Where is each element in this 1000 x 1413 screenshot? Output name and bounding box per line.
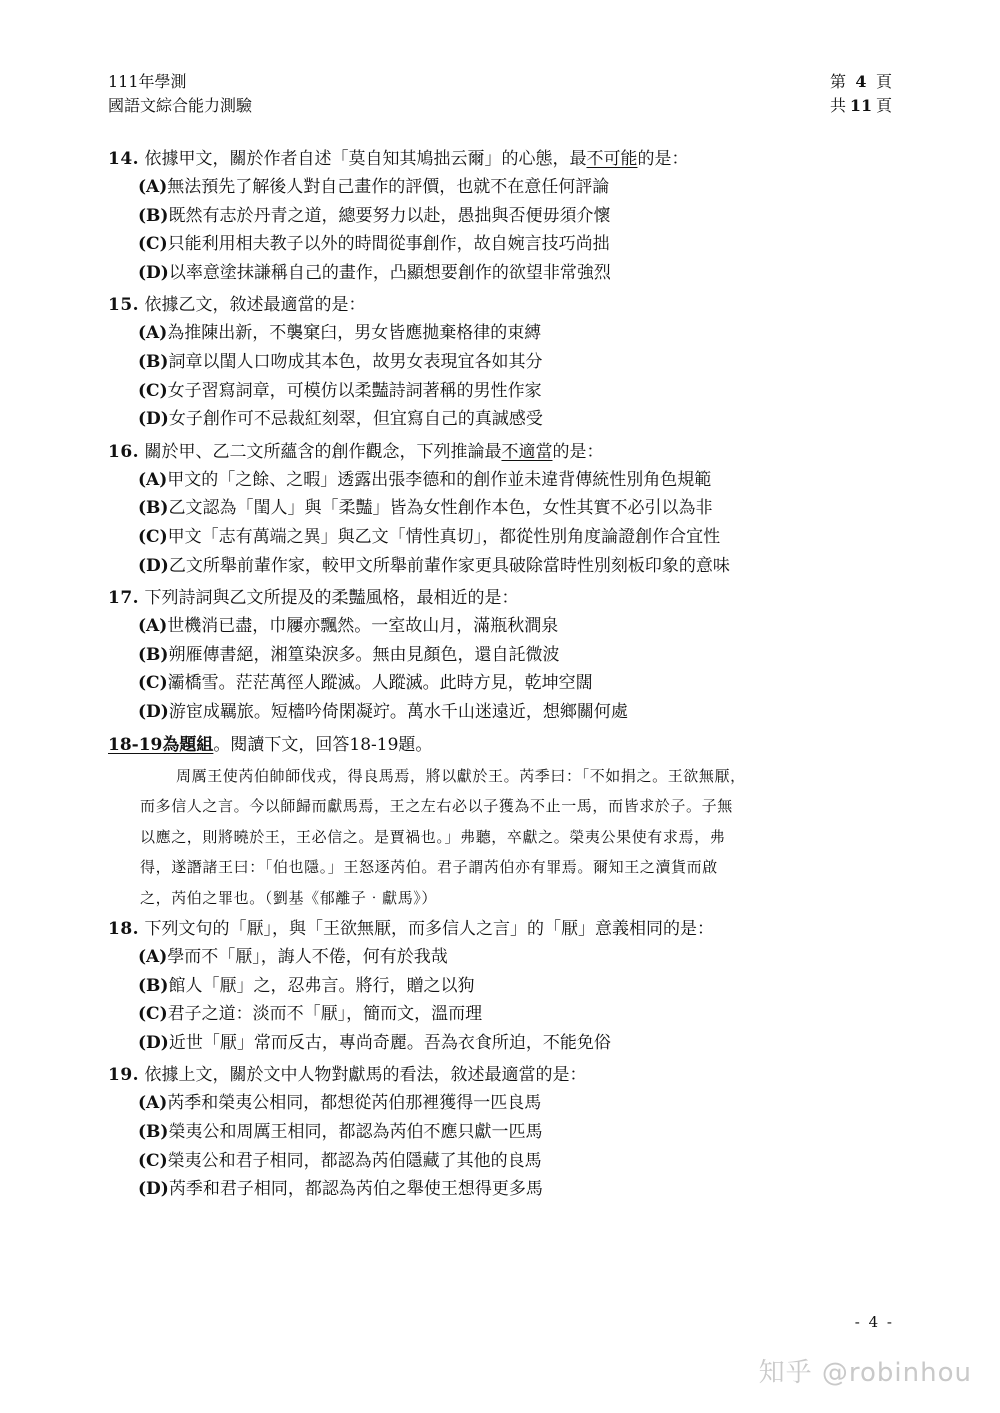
- option-b: [108, 972, 898, 1001]
- option-text: 為推陳出新，不襲窠臼，男女皆應拋棄格律的束縛: [167, 323, 542, 344]
- option-text: 學而不「厭」，誨人不倦，何有於我哉: [167, 947, 448, 967]
- passage-line: 得，遂譖諸王曰：「伯也隱。」王怒逐芮伯。君子謂芮伯亦有罪焉。爾知王之瀆貨而啟: [140, 858, 718, 876]
- question-number: 18.: [108, 919, 140, 939]
- option-label: (C): [138, 1004, 168, 1025]
- question-stem: 19. 依據上文，關於文中人物對獻馬的看法，敘述最適當的是：: [108, 1065, 587, 1086]
- option-c: [108, 377, 898, 406]
- option-a: [108, 319, 898, 348]
- option-text: 詞章以閨人口吻成其本色，故男女表現宜各如其分: [168, 351, 543, 372]
- option-d: [108, 405, 898, 434]
- question-number: 16.: [108, 441, 140, 462]
- question-group-label: 18-19為題組: [108, 734, 214, 755]
- option-text: 芮季和榮夷公相同，都想從芮伯那裡獲得一匹良馬: [167, 1093, 542, 1114]
- option-text: 既然有志於丹青之道，總要努力以赴，愚拙與否便毋須介懷: [168, 205, 611, 226]
- option-label: (D): [138, 409, 169, 430]
- passage-line: 而多信人之言。今以師歸而獻馬焉，王之左右必以子獲為不止一馬，而皆求於子。子無: [140, 797, 733, 815]
- question-number: 19.: [108, 1065, 140, 1086]
- question-19: [108, 1061, 898, 1203]
- option-text: 世機消已盡，巾屨亦飄然。一室故山月，滿瓶秋澗泉: [167, 616, 559, 637]
- question-17: [108, 584, 898, 726]
- option-text: 乙文認為「閨人」與「柔豔」皆為女性創作本色，女性其實不必引以為非: [168, 498, 713, 519]
- option-label: (B): [138, 498, 169, 519]
- option-label: (C): [138, 526, 168, 547]
- option-b: [108, 641, 898, 670]
- questions-body: [108, 145, 898, 1208]
- option-text: 榮夷公和君子相同，都認為芮伯隱藏了其他的良馬: [167, 1150, 542, 1171]
- option-text: 甲文「志有萬端之異」與乙文「情性真切」，都從性別角度論證創作合宜性: [167, 526, 721, 547]
- option-d: [108, 1029, 898, 1058]
- option-text: 只能利用相夫教子以外的時間從事創作，故自婉言技巧尚拙: [167, 234, 610, 255]
- option-text: 女子創作可不忌裁紅刻翠，但宜寫自己的真誠感受: [168, 409, 543, 430]
- option-label: (C): [138, 1150, 168, 1171]
- option-label: (B): [138, 351, 169, 372]
- question-15: [108, 291, 898, 433]
- option-b: [108, 348, 898, 377]
- page-footer-number: - 4 -: [854, 1313, 894, 1331]
- option-a: [108, 943, 898, 972]
- option-b: [108, 202, 898, 231]
- option-a: [108, 612, 898, 641]
- question-16: [108, 438, 898, 580]
- option-label: (A): [138, 947, 168, 967]
- option-text: 君子之道：淡而不「厭」，簡而文，溫而理: [167, 1004, 483, 1025]
- option-b: [108, 1118, 898, 1147]
- exam-subject-title: 國語文綜合能力測驗: [108, 96, 253, 115]
- option-label: (D): [138, 262, 169, 283]
- option-text: 灞橋雪。茫茫萬徑人蹤滅。人蹤滅。此時方見，乾坤空闊: [167, 673, 593, 694]
- passage-line: 周厲王使芮伯帥師伐戎，得良馬焉，將以獻於王。芮季曰：「不如捐之。王欲無厭，: [176, 766, 746, 785]
- option-text: 游宦成羈旅。短檣吟倚閑凝竚。萬水千山迷遠近，想鄉關何處: [168, 701, 628, 722]
- option-text: 無法預先了解後人對自己畫作的評價，也就不在意任何評論: [167, 177, 610, 197]
- option-label: (A): [138, 323, 168, 344]
- option-b: [108, 494, 898, 523]
- option-label: (A): [138, 469, 168, 490]
- option-d: [108, 1175, 898, 1204]
- option-label: (B): [138, 975, 169, 996]
- reading-passage: [108, 761, 898, 914]
- page-number: 4: [855, 72, 867, 91]
- underlined-keyword: 不可能: [586, 149, 638, 169]
- option-label: (A): [138, 177, 168, 197]
- option-label: (D): [138, 701, 169, 722]
- option-label: (B): [138, 644, 169, 665]
- option-text: 朔雁傳書絕，湘篁染淚多。無由見顏色，還自託微波: [168, 644, 560, 665]
- option-text: 館人「厭」之，忍弗言。將行，贈之以狗: [168, 975, 475, 996]
- option-label: (C): [138, 234, 168, 255]
- exam-year-title: 111年學測: [108, 72, 187, 91]
- option-text: 甲文的「之餘、之暇」透露出張李德和的創作並未違背傳統性別角色規範: [167, 469, 712, 490]
- option-text: 近世「厭」常而反古，專尚奇麗。吾為衣食所迫，不能免俗: [168, 1032, 611, 1053]
- option-c: [108, 1000, 898, 1029]
- option-label: (B): [138, 205, 169, 226]
- option-label: (D): [138, 1032, 169, 1053]
- option-c: [108, 230, 898, 259]
- question-stem: 15. 依據乙文，敘述最適當的是：: [108, 295, 366, 316]
- underlined-keyword: 不適當: [501, 441, 553, 462]
- question-stem: 18. 下列文句的「厭」，與「王欲無厭，而多信人之言」的「厭」意義相同的是：: [108, 919, 714, 939]
- option-label: (B): [138, 1121, 169, 1142]
- question-18: [108, 915, 898, 1057]
- question-number: 15.: [108, 295, 140, 316]
- option-text: 榮夷公和周厲王相同，都認為芮伯不應只獻一匹馬: [168, 1121, 543, 1142]
- option-label: (A): [138, 1093, 168, 1114]
- header-right: [830, 70, 892, 118]
- question-stem: 16. 關於甲、乙二文所蘊含的創作觀念，下列推論最不適當的是：: [108, 441, 604, 462]
- passage-line: 以應之，則將曉於王，王必信之。是賈禍也。」弗聽，卒獻之。榮夷公果使有求焉，弗: [140, 827, 726, 846]
- option-d: [108, 259, 898, 288]
- option-label: (D): [138, 555, 169, 576]
- option-c: [108, 669, 898, 698]
- option-text: 以率意塗抹謙稱自己的畫作，凸顯想要創作的欲望非常強烈: [168, 262, 611, 283]
- question-stem: 14. 依據甲文，關於作者自述「莫自知其鳩拙云爾」的心態，最不可能的是：: [108, 149, 689, 169]
- option-label: (D): [138, 1179, 169, 1200]
- total-pages: 11: [849, 96, 873, 115]
- option-c: [108, 1147, 898, 1176]
- question-14: [108, 145, 898, 287]
- header-left: [108, 70, 252, 118]
- question-number: 17.: [108, 588, 140, 609]
- option-c: [108, 523, 898, 552]
- option-label: (C): [138, 380, 168, 401]
- question-stem: 17. 下列詩詞與乙文所提及的柔豔風格，最相近的是：: [108, 588, 519, 609]
- option-a: [108, 173, 898, 202]
- page-indicator: 第 4 頁: [830, 70, 892, 94]
- option-d: [108, 552, 898, 581]
- option-text: 乙文所舉前輩作家，較甲文所舉前輩作家更具破除當時性別刻板印象的意味: [168, 555, 730, 576]
- option-a: [108, 466, 898, 495]
- option-a: [108, 1089, 898, 1118]
- question-number: 14.: [108, 149, 140, 169]
- option-text: 芮季和君子相同，都認為芮伯之舉使王想得更多馬: [168, 1179, 543, 1200]
- question-group-intro: 18-19為題組。閱讀下文，回答18-19題。: [108, 734, 433, 755]
- watermark: 知乎 @robinhou: [758, 1358, 972, 1388]
- option-label: (C): [138, 673, 168, 694]
- passage-line: 之，芮伯之罪也。（劉基《郁離子‧獻馬》）: [140, 888, 438, 907]
- option-d: [108, 698, 898, 727]
- option-label: (A): [138, 616, 168, 637]
- total-pages-indicator: 共 11 頁: [830, 94, 892, 118]
- option-text: 女子習寫詞章，可模仿以柔豔詩詞著稱的男性作家: [167, 380, 542, 401]
